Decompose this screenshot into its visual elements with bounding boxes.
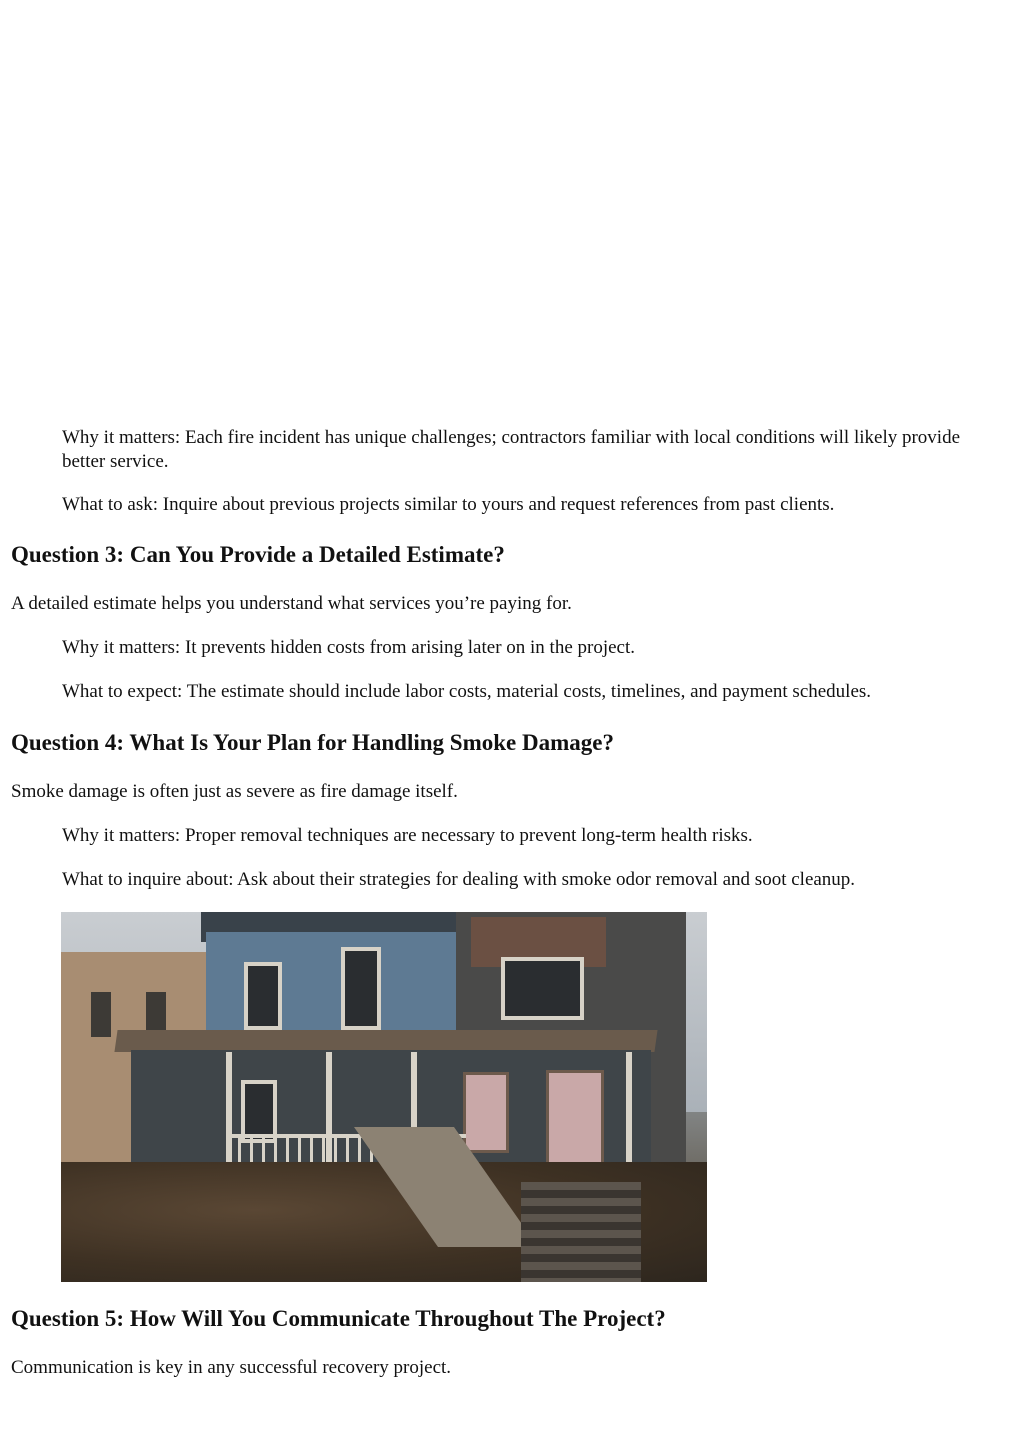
blank-region: [0, 0, 1024, 420]
paragraph-communication: Communication is key in any successful recovery project.: [11, 1357, 452, 1378]
fire-damaged-house-photo: [61, 912, 707, 1282]
paragraph-why-it-matters-local: Why it matters: Each fire incident has unique challenges; contractors familiar with local conditions will likely provide better service.: [62, 427, 961, 472]
heading-question-4: Question 4: What Is Your Plan for Handling Smoke Damage?: [11, 730, 614, 755]
heading-question-3: Question 3: Can You Provide a Detailed Estimate?: [11, 542, 505, 567]
paragraph-what-to-expect: What to expect: The estimate should include labor costs, material costs, timelines, and payment schedules.: [62, 681, 872, 702]
paragraph-why-it-matters-hidden-costs: Why it matters: It prevents hidden costs from arising later on in the project.: [62, 637, 636, 658]
paragraph-smoke-damage: Smoke damage is often just as severe as fire damage itself.: [11, 781, 458, 802]
heading-question-5: Question 5: How Will You Communicate Throughout The Project?: [11, 1306, 666, 1331]
paragraph-what-to-inquire: What to inquire about: Ask about their strategies for dealing with smoke odor removal and soot cleanup.: [62, 869, 856, 890]
paragraph-what-to-ask: What to ask: Inquire about previous projects similar to yours and request references from past clients.: [62, 494, 835, 515]
paragraph-detailed-estimate: A detailed estimate helps you understand what services you’re paying for.: [11, 593, 572, 614]
paragraph-why-it-matters-health: Why it matters: Proper removal techniques are necessary to prevent long-term health risks.: [62, 825, 753, 846]
